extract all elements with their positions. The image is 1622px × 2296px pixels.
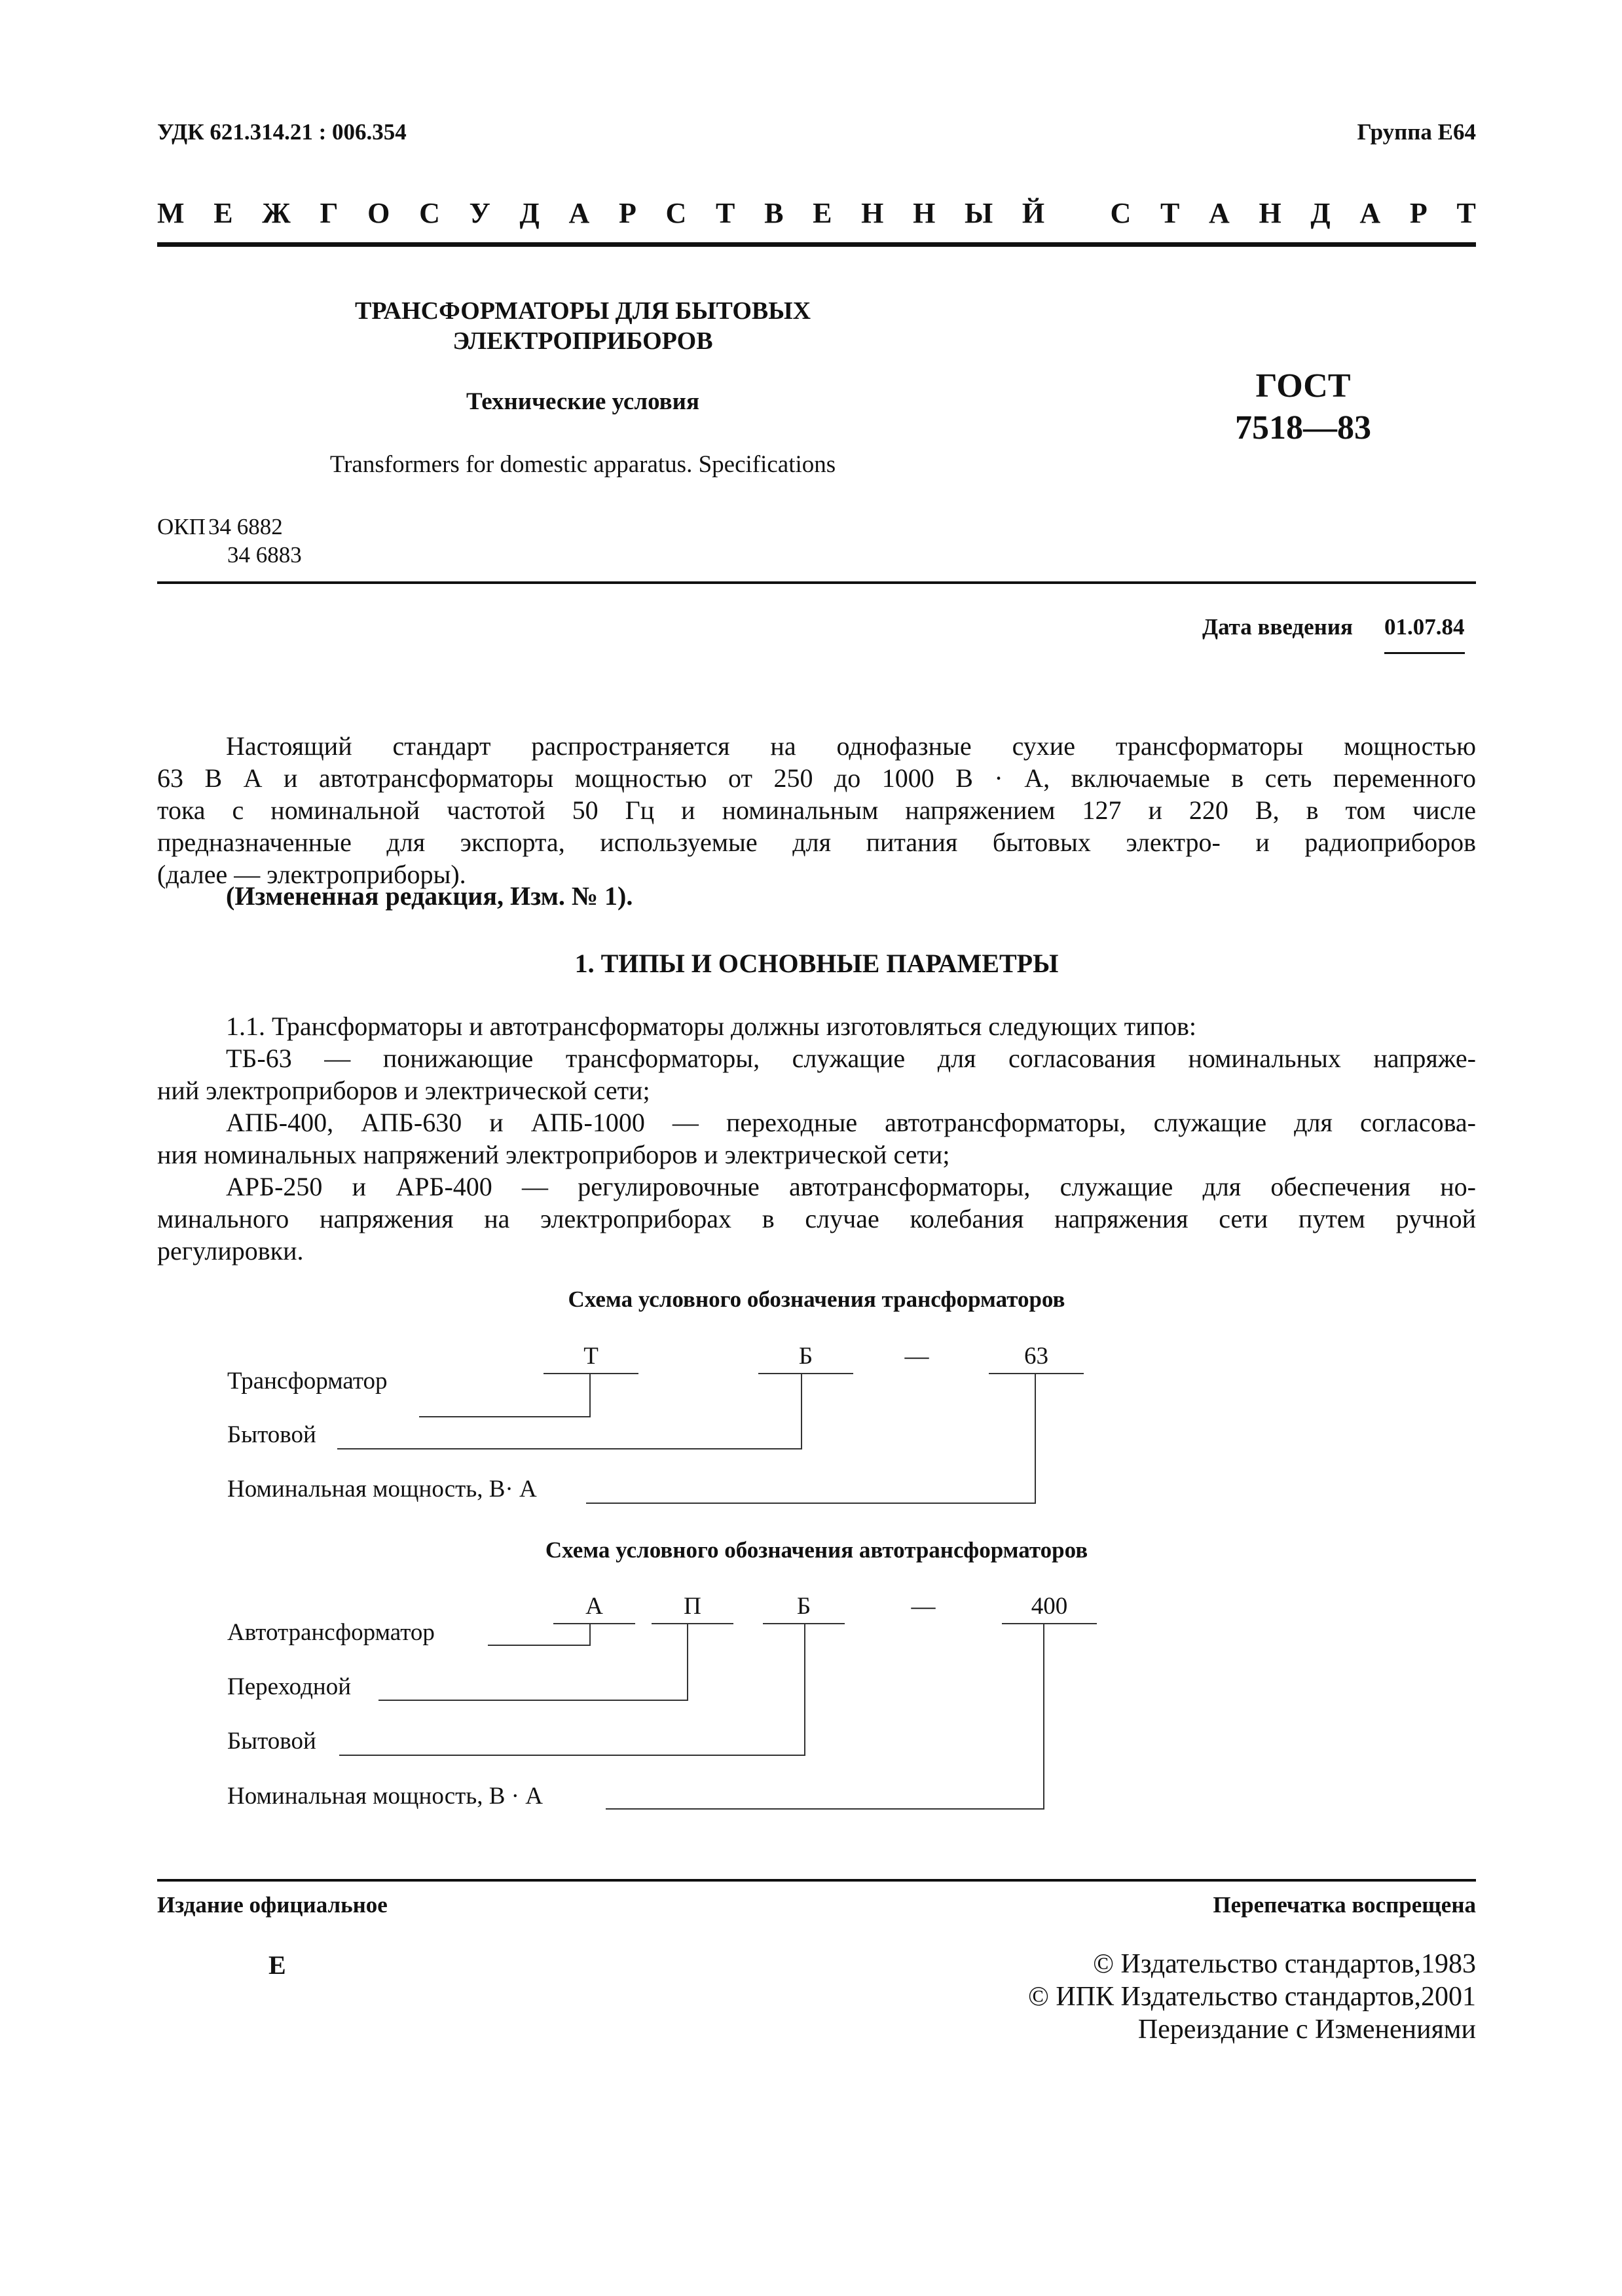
scheme1-label-power: Номинальная мощность, В· А [227, 1476, 537, 1503]
heading-letter: Е [813, 197, 832, 229]
scheme1-title: Схема условного обозначения трансформаторов [568, 1286, 1065, 1312]
heading-letter: Т [716, 197, 735, 229]
reprint-prohibited-label: Перепечатка воспрещена [1213, 1892, 1476, 1918]
udk-code: УДК 621.314.21 : 006.354 [157, 119, 407, 145]
intro-paragraph [157, 730, 1476, 890]
date-label: Дата введения [1202, 614, 1353, 640]
heading-letter: С [1110, 197, 1132, 229]
heading-letter: А [1209, 197, 1230, 229]
heading-letter: Н [913, 197, 936, 229]
intro-line: Настоящий стандарт распространяется на однофазные сухие трансформаторы мощностью [226, 731, 1476, 761]
heading-letter: Е [213, 197, 233, 229]
heading-letter: Ы [965, 197, 993, 229]
heading-letter: М [157, 197, 185, 229]
okp-label: ОКП [157, 514, 206, 539]
title-line-2: ЭЛЕКТРОПРИБОРОВ [452, 327, 713, 355]
heading-letter: С [665, 197, 687, 229]
scheme2-leader [378, 1700, 688, 1701]
heading-letter: А [568, 197, 590, 229]
heading-letter: Ж [262, 197, 291, 229]
scheme2-leader [488, 1645, 591, 1646]
intro-line: тока с номинальной частотой 50 Гц и номинальным напряжением 127 и 220 В, в том числе [157, 795, 1476, 825]
reissue-note: Переиздание с Изменениями [1137, 2014, 1476, 2045]
scheme2-code-power: 400 [1031, 1593, 1068, 1620]
scheme1-leader [801, 1374, 802, 1449]
okp-code-2: 34 6883 [227, 542, 302, 568]
scheme1-underline [544, 1373, 638, 1374]
okp-code-1: 34 6882 [208, 514, 283, 539]
section-line: 1.1. Трансформаторы и автотрансформаторы должны изготовляться следующих типов: [226, 1011, 1196, 1041]
scheme1-code-b: Б [798, 1343, 813, 1370]
header-rule [157, 242, 1476, 247]
section-line: АРБ-250 и АРБ-400 — регулировочные автотрансформаторы, служащие для обеспечения но- [226, 1172, 1476, 1201]
scheme1-label-transformer: Трансформатор [227, 1368, 388, 1394]
date-value: 01.07.84 [1384, 614, 1465, 654]
scheme2-code-dash: — [911, 1593, 936, 1620]
gost-label: ГОСТ [1255, 367, 1351, 405]
scheme1-code-t: Т [583, 1343, 599, 1370]
copyright-block [1028, 1948, 1476, 2046]
heading-letter: С [419, 197, 440, 229]
scheme1-leader [337, 1448, 802, 1449]
section-line: регулировки. [157, 1236, 304, 1266]
scheme2-label-household: Бытовой [227, 1728, 316, 1755]
heading-letter: О [367, 197, 390, 229]
standard-type-heading [157, 196, 1476, 230]
footer-rule [157, 1879, 1476, 1882]
intro-line: (далее — электроприборы). [157, 860, 466, 889]
scheme1-leader [589, 1374, 591, 1417]
section-paragraph [157, 1010, 1476, 1267]
heading-letter: Т [1160, 197, 1180, 229]
heading-letter: А [1359, 197, 1381, 229]
copyright-line-1: © Издательство стандартов,1983 [1093, 1949, 1476, 1979]
heading-letter: Д [519, 197, 540, 229]
heading-letter: У [469, 197, 490, 229]
scheme2-underline [1002, 1623, 1097, 1624]
scheme2-label-transitional: Переходной [227, 1673, 352, 1700]
scheme2-leader [339, 1755, 805, 1756]
amendment-note: (Измененная редакция, Изм. № 1). [226, 881, 633, 911]
heading-letter [1074, 196, 1081, 230]
heading-letter: Н [1259, 197, 1281, 229]
scheme1-code-dash: — [904, 1343, 929, 1370]
document-title [249, 296, 917, 356]
scheme2-underline [652, 1623, 733, 1624]
heading-letter: Д [1310, 197, 1331, 229]
title-line-1: ТРАНСФОРМАТОРЫ ДЛЯ БЫТОВЫХ [354, 297, 811, 325]
title-block-rule [157, 581, 1476, 584]
english-title: Transformers for domestic apparatus. Specifications [329, 451, 836, 478]
copyright-line-2: © ИПК Издательство стандартов,2001 [1027, 1982, 1476, 2012]
scheme2-code-b: Б [796, 1593, 811, 1620]
section-heading: 1. ТИПЫ И ОСНОВНЫЕ ПАРАМЕТРЫ [574, 949, 1059, 978]
scheme2-label-power: Номинальная мощность, В · А [227, 1783, 543, 1810]
gost-designation [1166, 365, 1441, 449]
scheme2-underline [553, 1623, 635, 1624]
heading-letter: Й [1022, 197, 1045, 229]
scheme2-leader [804, 1624, 805, 1756]
scheme1-leader [419, 1416, 591, 1417]
scheme1-underline [989, 1373, 1084, 1374]
heading-letter: Г [320, 197, 339, 229]
group-code: Группа Е64 [1357, 119, 1476, 145]
section-line: минального напряжения на электроприборах в случае колебания напряжения сети путем ручной [157, 1204, 1476, 1233]
section-line: ния номинальных напряжений электроприборов и электрической сети; [157, 1140, 950, 1169]
heading-letter: Н [861, 197, 884, 229]
section-line: АПБ-400, АПБ-630 и АПБ-1000 — переходные автотрансформаторы, служащие для согласова- [226, 1108, 1476, 1137]
section-line: ТБ-63 — понижающие трансформаторы, служащие для согласования номинальных напряже- [226, 1044, 1476, 1073]
intro-line: 63 В А и автотрансформаторы мощностью от 250 до 1000 В · А, включаемые в сеть переменного [157, 763, 1476, 793]
scheme1-leader [1035, 1374, 1036, 1504]
scheme2-title: Схема условного обозначения автотрансформаторов [545, 1537, 1088, 1563]
scheme1-leader [586, 1503, 1036, 1504]
scheme1-code-power: 63 [1024, 1343, 1048, 1370]
heading-letter: Т [1456, 197, 1476, 229]
intro-line: предназначенные для экспорта, используемые для питания бытовых электро- и радиоприборов [157, 828, 1476, 857]
edition-mark: Е [268, 1950, 286, 1980]
heading-letter: Р [618, 197, 636, 229]
scheme2-leader [589, 1624, 591, 1646]
heading-letter: Р [1409, 197, 1428, 229]
scheme2-leader [606, 1808, 1044, 1810]
scheme1-underline [758, 1373, 853, 1374]
gost-number: 7518—83 [1235, 409, 1371, 446]
official-edition-label: Издание официальное [157, 1892, 388, 1918]
scheme2-leader [1043, 1624, 1044, 1810]
scheme2-code-a: А [585, 1593, 603, 1620]
scheme2-leader [687, 1624, 688, 1701]
heading-letter: В [764, 197, 784, 229]
document-subtitle: Технические условия [466, 388, 699, 415]
scheme2-label-autotransformer: Автотрансформатор [227, 1619, 435, 1646]
section-line: ний электроприборов и электрической сети; [157, 1076, 650, 1105]
scheme1-label-household: Бытовой [227, 1421, 316, 1448]
scheme2-code-p: П [684, 1593, 701, 1620]
